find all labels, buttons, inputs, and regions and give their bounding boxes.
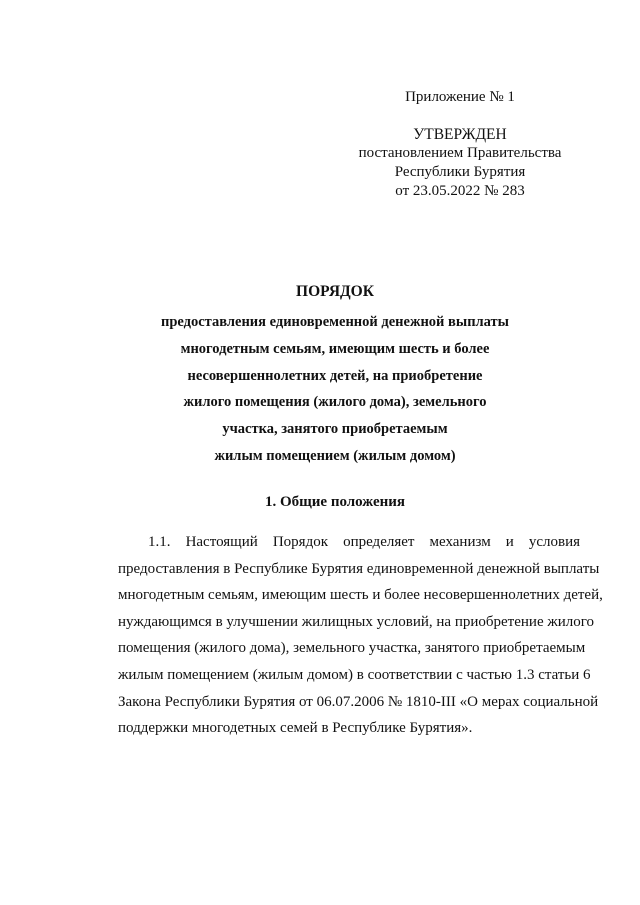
document-title-block: [110, 282, 560, 470]
document-title: ПОРЯДОК: [296, 283, 374, 300]
paragraph-line: нуждающимся в улучшении жилищных условий, на приобретение жилого: [118, 613, 595, 630]
subtitle-line: жилого помещения (жилого дома), земельного: [183, 394, 487, 411]
paragraph-line: предоставления в Республике Бурятия единовременной денежной выплаты: [118, 560, 600, 577]
paragraph-line: многодетным семьям, имеющим шесть и более несовершеннолетних детей,: [118, 587, 603, 604]
subtitle-line: многодетным семьям, имеющим шесть и более: [180, 340, 490, 357]
approval-line: Республики Бурятия: [394, 164, 526, 180]
section-heading: 1. Общие положения: [264, 494, 406, 510]
paragraph-line: Закона Республики Бурятия от 06.07.2006 № 1810-III «О мерах социальной: [118, 693, 599, 710]
appendix-label: Приложение № 1: [405, 89, 515, 105]
paragraph-line: помещения (жилого дома), земельного участка, занятого приобретаемым: [118, 640, 586, 657]
approval-date: от 23.05.2022 № 283: [395, 183, 525, 199]
approval-line: постановлением Правительства: [358, 145, 562, 161]
subtitle-line: участка, занятого приобретаемым: [222, 421, 448, 438]
subtitle-line: жилым помещением (жилым домом): [214, 447, 456, 464]
paragraph-line: жилым помещением (жилым домом) в соответствии с частью 1.3 статьи 6: [118, 666, 591, 683]
approved-stamp: УТВЕРЖДЕН: [413, 126, 507, 143]
paragraph-line: поддержки многодетных семей в Республике Бурятия».: [118, 720, 473, 737]
approval-block: [340, 88, 580, 201]
subtitle-line: несовершеннолетних детей, на приобретение: [187, 367, 483, 384]
paragraph-line: 1.1. Настоящий Порядок определяет механизм и условия: [148, 534, 580, 550]
section-paragraph: [118, 529, 603, 742]
subtitle-line: предоставления единовременной денежной выплаты: [161, 314, 509, 330]
